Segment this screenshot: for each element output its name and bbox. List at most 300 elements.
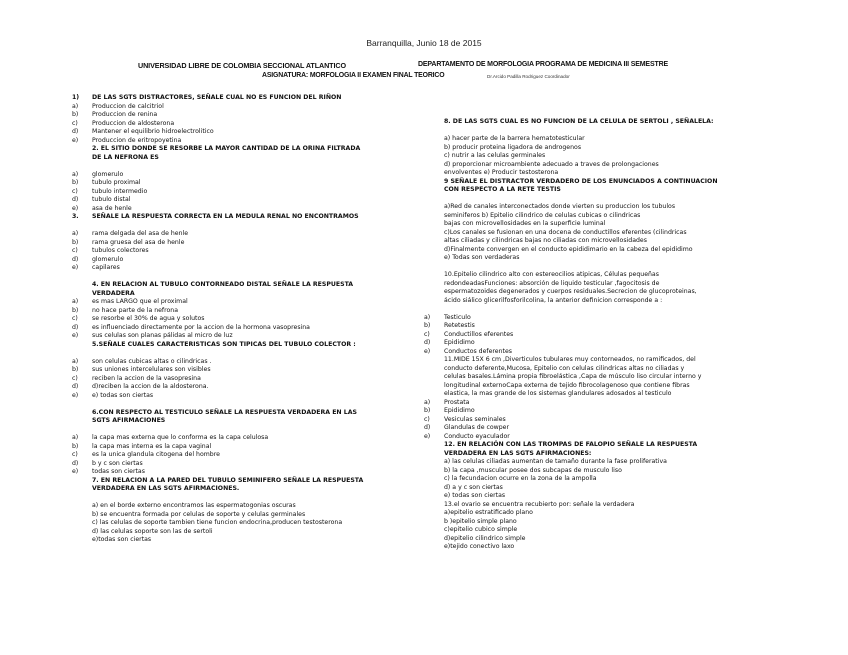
option-marker: c) <box>72 119 78 127</box>
option-marker: 1) <box>72 94 80 101</box>
line-text: d) proporcionar microambiente adecuado a traves de prolongaciones <box>444 160 659 168</box>
text-line <box>72 494 412 503</box>
option-marker <box>424 237 444 246</box>
text-line <box>424 382 774 391</box>
answer-option <box>72 111 412 120</box>
option-marker <box>424 543 444 552</box>
text-line <box>424 203 774 212</box>
text-line <box>424 161 774 170</box>
text-line <box>72 400 412 409</box>
line-text: Produccion de eritropoyetina <box>92 136 182 144</box>
text-line <box>424 271 774 280</box>
answer-option <box>72 247 412 256</box>
option-marker <box>424 365 444 374</box>
option-marker: b) <box>72 366 79 373</box>
text-line <box>424 390 774 399</box>
option-marker <box>424 246 444 255</box>
option-marker <box>72 417 92 426</box>
text-line <box>72 222 412 231</box>
question-text <box>72 290 412 299</box>
text-line <box>72 273 412 282</box>
text-line <box>424 254 774 263</box>
option-marker <box>424 450 444 459</box>
text-line <box>72 528 412 537</box>
line-text: todas son ciertas <box>92 468 145 475</box>
line-text: Produccion de aldosterona <box>92 119 175 127</box>
question-text <box>424 450 774 459</box>
line-text: b) producir proteina ligadora de androgenos <box>444 143 582 151</box>
text-line <box>424 280 774 289</box>
line-text: Epididimo <box>444 339 475 346</box>
option-marker: d) <box>72 383 79 390</box>
option-marker <box>72 400 92 409</box>
question-text <box>424 178 774 187</box>
answer-option <box>72 128 412 137</box>
answer-option <box>72 264 412 273</box>
line-text: tubulos colectores <box>92 247 149 254</box>
text-line <box>72 536 412 545</box>
option-marker <box>424 186 444 195</box>
text-line <box>72 349 412 358</box>
answer-option <box>72 307 412 316</box>
line-text: Produccion de calcitriol <box>92 102 164 110</box>
option-marker <box>424 458 444 467</box>
line-text: tubulo distal <box>92 196 131 203</box>
option-marker <box>72 536 92 545</box>
line-text: es la unica glandula citogena del hombre <box>92 451 220 458</box>
answer-option <box>72 239 412 248</box>
answer-option <box>424 322 774 331</box>
line-text: seminiferos b) Epitelio cilindrico de celulas cubicas o cilindricas <box>444 211 641 219</box>
text-line <box>424 467 774 476</box>
line-text: Epididimo <box>444 407 475 414</box>
line-text: capilares <box>92 264 120 271</box>
line-text: d)Finalmente convergen en el conducto epididimario en la cabeza del epididimo <box>444 245 693 253</box>
option-marker <box>424 467 444 476</box>
text-line <box>424 144 774 153</box>
text-line <box>72 502 412 511</box>
option-marker <box>424 373 444 382</box>
line-text: tubulo intermedio <box>92 187 148 195</box>
text-line <box>424 237 774 246</box>
line-text: asa de henle <box>92 204 132 212</box>
option-marker: d) <box>72 459 79 467</box>
line-text: Testiculo <box>444 313 471 321</box>
line-text: c)epitelio cubico simple <box>444 526 518 533</box>
option-marker: c) <box>72 374 78 382</box>
line-text: c)Los canales se fusionan en una docena de conductillos eferentes (cilindricas <box>444 228 687 236</box>
line-text: Conductos deferentes <box>444 347 512 355</box>
option-marker: b) <box>72 179 79 186</box>
option-marker <box>424 535 444 544</box>
option-marker <box>424 220 444 229</box>
line-text: 2. EL SITIO DONDE SE RESORBE LA MAYOR CANTIDAD DE LA ORINA FILTRADA <box>92 145 361 152</box>
line-text: Retetestis <box>444 322 475 329</box>
line-text: Produccion de renina <box>92 111 158 118</box>
option-marker: d) <box>424 339 431 346</box>
option-marker: e) <box>72 136 79 144</box>
line-text: rama delgada del asa de henle <box>92 230 189 237</box>
line-text: e)todas son ciertas <box>92 536 152 543</box>
option-marker <box>72 341 92 350</box>
option-marker: d) <box>424 424 431 431</box>
option-marker: 3. <box>72 213 79 220</box>
option-marker <box>424 518 444 527</box>
line-text: e)tejido conectivo laxo <box>444 543 515 550</box>
option-marker: b) <box>72 238 79 246</box>
text-line <box>424 169 774 178</box>
line-text: a)Red de canales interconectados donde vierten su produccion los tubulos <box>444 203 676 210</box>
answer-option <box>72 443 412 452</box>
line-text: d)reciben la accion de la aldosterona. <box>92 383 209 390</box>
option-marker: c) <box>72 451 78 458</box>
answer-option <box>424 314 774 323</box>
question-text <box>424 441 774 450</box>
exam-date: Barranquilla, Junio 18 de 2015 <box>366 38 482 48</box>
answer-option <box>424 407 774 416</box>
line-text: glomerulo <box>92 255 124 263</box>
text-line <box>424 492 774 501</box>
line-text: Conducto eyaculador <box>444 432 510 440</box>
option-marker <box>424 203 444 212</box>
line-text: 12. EN RELACIÓN CON LAS TROMPAS DE FALOPIO SEÑALE LA RESPUESTA <box>444 441 698 448</box>
option-marker <box>72 426 92 435</box>
option-marker <box>424 526 444 535</box>
line-text: 5.SEÑALE CUALES CARACTERISTICAS SON TIPICAS DEL TUBULO COLECTOR : <box>92 340 356 348</box>
line-text: rama gruesa del asa de henle <box>92 238 185 246</box>
option-marker: e) <box>72 468 79 475</box>
option-marker <box>72 409 92 418</box>
option-marker <box>72 528 92 537</box>
line-text: 13.el ovario se encuentra recubierto por: señale la verdadera <box>444 500 635 508</box>
text-line <box>424 475 774 484</box>
text-line <box>424 220 774 229</box>
line-text: b) la capa ,muscular posee dos subcapas de musculo liso <box>444 466 622 474</box>
line-text: c) nutrir a las celulas germinales <box>444 152 546 159</box>
answer-option <box>72 196 412 205</box>
department-name: DEPARTAMENTO DE MORFOLOGIA PROGRAMA DE MEDICINA III SEMESTRE <box>418 61 669 68</box>
line-text: es mas LARGO que el proximal <box>92 298 188 305</box>
answer-option <box>424 416 774 425</box>
option-marker: e) <box>72 391 79 399</box>
line-text: a) hacer parte de la barrera hematotesticular <box>444 135 585 142</box>
question-text <box>424 186 774 195</box>
coordinator-name: Dr.Arcido Padilla Rodriguez Coordinador <box>487 74 570 79</box>
text-line <box>72 426 412 435</box>
option-marker: b) <box>72 306 79 314</box>
option-marker: c) <box>424 415 430 423</box>
text-line <box>424 246 774 255</box>
answer-option <box>72 451 412 460</box>
line-text: b y c son ciertas <box>92 459 143 467</box>
question-text <box>72 477 412 486</box>
line-text: 10.Epitelio cilindrico alto con estereocilios atipicas, Células pequeñas <box>444 271 659 278</box>
option-marker: a) <box>424 398 431 406</box>
answer-option <box>72 383 412 392</box>
text-line <box>424 501 774 510</box>
text-line <box>424 263 774 272</box>
option-marker <box>424 280 444 289</box>
answer-option <box>72 171 412 180</box>
option-marker: a) <box>72 170 79 178</box>
option-marker <box>424 152 444 161</box>
option-marker <box>72 511 92 520</box>
option-marker <box>72 485 92 494</box>
line-text: 4. EN RELACION AL TUBULO CONTORNEADO DISTAL SEÑALE LA RESPUESTA <box>92 281 354 288</box>
line-text: espermatozoides degenerados y cuerpos residuales.Secrecion de glucoproteinas, <box>444 288 697 295</box>
text-line <box>424 195 774 204</box>
answer-option <box>424 339 774 348</box>
question-text <box>72 281 412 290</box>
line-text: c) las celulas de soporte tambien tiene funcion endocrina,producen testosterona <box>92 519 343 526</box>
line-text: bajas con microvellosidades en la superficie luminal <box>444 220 606 227</box>
option-marker: e) <box>424 432 431 440</box>
question-text <box>72 409 412 418</box>
option-marker <box>72 349 92 358</box>
text-line <box>72 162 412 171</box>
text-line <box>424 543 774 552</box>
answer-option <box>72 256 412 265</box>
line-text: no hace parte de la nefrona <box>92 306 179 314</box>
line-text: Vesiculas seminales <box>444 415 506 423</box>
option-marker <box>72 477 92 486</box>
answer-option <box>424 348 774 357</box>
option-marker <box>72 519 92 528</box>
option-marker <box>424 271 444 280</box>
line-text: es influenciado directamente por la accion de la hormona vasopresina <box>92 323 310 331</box>
option-marker: c) <box>72 315 78 322</box>
line-text: VERDADERA <box>92 289 135 297</box>
line-text: envolventes e) Producir testosterona <box>444 169 559 176</box>
line-text: sus celulas son planas pálidas al micro de luz <box>92 332 233 339</box>
option-marker <box>424 195 444 204</box>
option-marker <box>424 484 444 493</box>
option-marker: a) <box>72 230 79 237</box>
option-marker <box>424 254 444 263</box>
option-marker: e) <box>72 332 79 339</box>
option-marker <box>424 288 444 297</box>
answer-option <box>72 315 412 324</box>
option-marker <box>424 127 444 136</box>
option-marker <box>424 161 444 170</box>
option-marker: b) <box>424 407 431 414</box>
line-text: 11.MIDE 15X 6 cm ,Diverticulos tubulares muy contorneados, no ramificados, del <box>444 356 696 363</box>
line-text: la capa mas externa que lo conforma es la capa celulosa <box>92 434 269 441</box>
answer-option <box>72 230 412 239</box>
line-text: son celulas cubicas altas o cilindricas . <box>92 357 212 365</box>
answer-option <box>72 94 412 103</box>
line-text: Glandulas de cowper <box>444 424 510 431</box>
option-marker <box>424 229 444 238</box>
option-marker <box>424 144 444 153</box>
option-marker: c) <box>72 187 78 195</box>
subject-title: ASIGNATURA: MORFOLOGIA II EXAMEN FINAL TEORICO <box>262 72 445 79</box>
line-text: b )epitelio simple plano <box>444 517 517 525</box>
answer-option <box>424 331 774 340</box>
option-marker <box>72 222 92 231</box>
line-text: e) todas son ciertas <box>444 492 506 499</box>
text-line <box>424 518 774 527</box>
text-line <box>424 365 774 374</box>
option-marker: a) <box>72 357 79 365</box>
option-marker: b) <box>72 442 79 450</box>
line-text: longitudinal externoCapa externa de tejido fibrocolagenoso que contiene fibras <box>444 381 690 389</box>
answer-option <box>72 332 412 341</box>
option-marker: d) <box>72 196 79 203</box>
line-text: SEÑALE LA RESPUESTA CORRECTA EN LA MEDULA RENAL NO ENCONTRAMOS <box>92 213 359 220</box>
text-line <box>424 212 774 221</box>
line-text: 9 SEÑALE EL DISTRACTOR VERDADERO DE LOS ENUNCIADOS A CONTINUACION <box>444 177 718 185</box>
option-marker <box>424 492 444 501</box>
option-marker <box>424 475 444 484</box>
answer-option <box>72 460 412 469</box>
line-text: e) todas son ciertas <box>92 391 154 399</box>
answer-option <box>72 137 412 146</box>
option-marker <box>424 263 444 272</box>
option-marker: a) <box>424 313 431 321</box>
text-line <box>424 127 774 136</box>
text-line <box>424 509 774 518</box>
answer-option <box>72 188 412 197</box>
question-text <box>72 417 412 426</box>
answer-option <box>424 399 774 408</box>
answer-option <box>72 205 412 214</box>
answer-option <box>72 324 412 333</box>
answer-option <box>72 179 412 188</box>
line-text: a) en el borde externo encontramos las espermatogonias oscuras <box>92 502 296 509</box>
text-line <box>424 356 774 365</box>
option-marker: d) <box>72 255 79 263</box>
answer-option <box>72 213 412 222</box>
line-text: SGTS AFIRMACIONES <box>92 417 166 424</box>
line-text: a)epitelio estratificado plano <box>444 509 533 516</box>
line-text: 6.CON RESPECTO AL TESTICULO SEÑALE LA RESPUESTA VERDADERA EN LAS <box>92 408 357 416</box>
answer-option <box>72 366 412 375</box>
option-marker <box>424 297 444 306</box>
left-question-column <box>72 94 412 545</box>
line-text: sus uniones intercelulares son visibles <box>92 366 211 373</box>
answer-option <box>72 375 412 384</box>
line-text: Conductillos eferentes <box>444 330 514 338</box>
option-marker: e) <box>72 264 79 271</box>
option-marker <box>424 501 444 510</box>
text-line <box>424 373 774 382</box>
option-marker <box>424 305 444 314</box>
text-line <box>424 535 774 544</box>
option-marker <box>424 169 444 178</box>
option-marker: a) <box>72 434 79 441</box>
option-marker: b) <box>72 111 79 118</box>
right-question-column <box>424 118 774 552</box>
line-text: a) las celulas ciliadas aumentan de tamaño durante la fase proliferativa <box>444 458 667 465</box>
line-text: glomerulo <box>92 170 124 178</box>
university-name: UNIVERSIDAD LIBRE DE COLOMBIA SECCIONAL ATLANTICO <box>138 61 346 70</box>
option-marker: c) <box>424 330 430 338</box>
option-marker <box>424 509 444 518</box>
option-marker: a) <box>72 298 79 305</box>
line-text: 7. EN RELACION A LA PARED DEL TUBULO SEMINIFERO SEÑALE LA RESPUESTA <box>92 476 364 484</box>
line-text: d) a y c son ciertas <box>444 483 503 491</box>
line-text: VERDADERA EN LAS SGTS AFIRMACIONES. <box>92 485 240 492</box>
line-text: altas ciliadas y cilindricas bajas no ciliadas con microvellosidades <box>444 237 647 244</box>
text-line <box>424 297 774 306</box>
question-text <box>424 118 774 127</box>
question-text <box>72 154 412 163</box>
answer-option <box>72 434 412 443</box>
option-marker <box>424 390 444 399</box>
answer-option <box>72 392 412 401</box>
option-marker: b) <box>424 322 431 329</box>
option-marker: e) <box>72 204 79 212</box>
line-text: Mantener el equilibrio hidroelectrolitico <box>92 128 214 135</box>
text-line <box>72 519 412 528</box>
option-marker <box>72 162 92 171</box>
line-text: elastica, la mas grande de los sistemas glandulares adosados al testiculo <box>444 390 672 397</box>
line-text: e) Todas son verdaderas <box>444 254 520 261</box>
option-marker <box>424 382 444 391</box>
text-line <box>424 458 774 467</box>
answer-option <box>72 103 412 112</box>
option-marker <box>424 118 444 127</box>
text-line <box>424 526 774 535</box>
line-text: Prostata <box>444 398 470 406</box>
line-text: ácido siálico glicerilfosforilcolina, la anterior definicion corresponde a : <box>444 296 663 304</box>
answer-option <box>72 468 412 477</box>
line-text: CON RESPECTO A LA RETE TESTIS <box>444 186 561 193</box>
answer-option <box>424 433 774 442</box>
answer-option <box>424 424 774 433</box>
option-marker <box>72 281 92 290</box>
text-line <box>424 229 774 238</box>
line-text: 8. DE LAS SGTS CUAL ES NO FUNCION DE LA CELULA DE SERTOLI , SEÑALELA: <box>444 118 714 125</box>
question-text <box>72 485 412 494</box>
line-text: conducto deferente,Mucosa, Epitelio con celulas cilindricas altas no ciliadas y <box>444 364 685 372</box>
text-line <box>424 135 774 144</box>
line-text: tubulo proximal <box>92 179 141 186</box>
option-marker <box>424 178 444 187</box>
text-line <box>72 511 412 520</box>
option-marker <box>424 441 444 450</box>
text-line <box>424 152 774 161</box>
option-marker: a) <box>72 102 79 110</box>
option-marker: d) <box>72 128 79 135</box>
answer-option <box>72 120 412 129</box>
line-text: la capa mas interna es la capa vaginal <box>92 442 212 450</box>
text-line <box>424 288 774 297</box>
line-text: d) las celulas soporte son las de sertoli <box>92 527 213 535</box>
line-text: se resorbe el 30% de agua y solutos <box>92 315 205 322</box>
option-marker: e) <box>424 347 431 355</box>
answer-option <box>72 298 412 307</box>
text-line <box>424 484 774 493</box>
option-marker <box>424 356 444 365</box>
option-marker <box>72 145 92 154</box>
option-marker <box>72 154 92 163</box>
line-text: redondeadasFunciones: absorción de liquido testicular ,fagocitosis de <box>444 279 660 287</box>
line-text: DE LA NEFRONA ES <box>92 153 159 161</box>
option-marker: c) <box>72 247 78 254</box>
line-text: reciben la accion de la vasopresina <box>92 374 201 382</box>
option-marker <box>72 290 92 299</box>
option-marker <box>72 273 92 282</box>
option-marker <box>72 494 92 503</box>
line-text: VERDADERA EN LAS SGTS AFIRMACIONES: <box>444 449 592 457</box>
line-text: b) se encuentra formada por celulas de soporte y celulas germinales <box>92 510 306 518</box>
line-text: d)epitelio cilindrico simple <box>444 534 526 542</box>
question-text <box>72 145 412 154</box>
option-marker: d) <box>72 323 79 331</box>
text-line <box>424 305 774 314</box>
